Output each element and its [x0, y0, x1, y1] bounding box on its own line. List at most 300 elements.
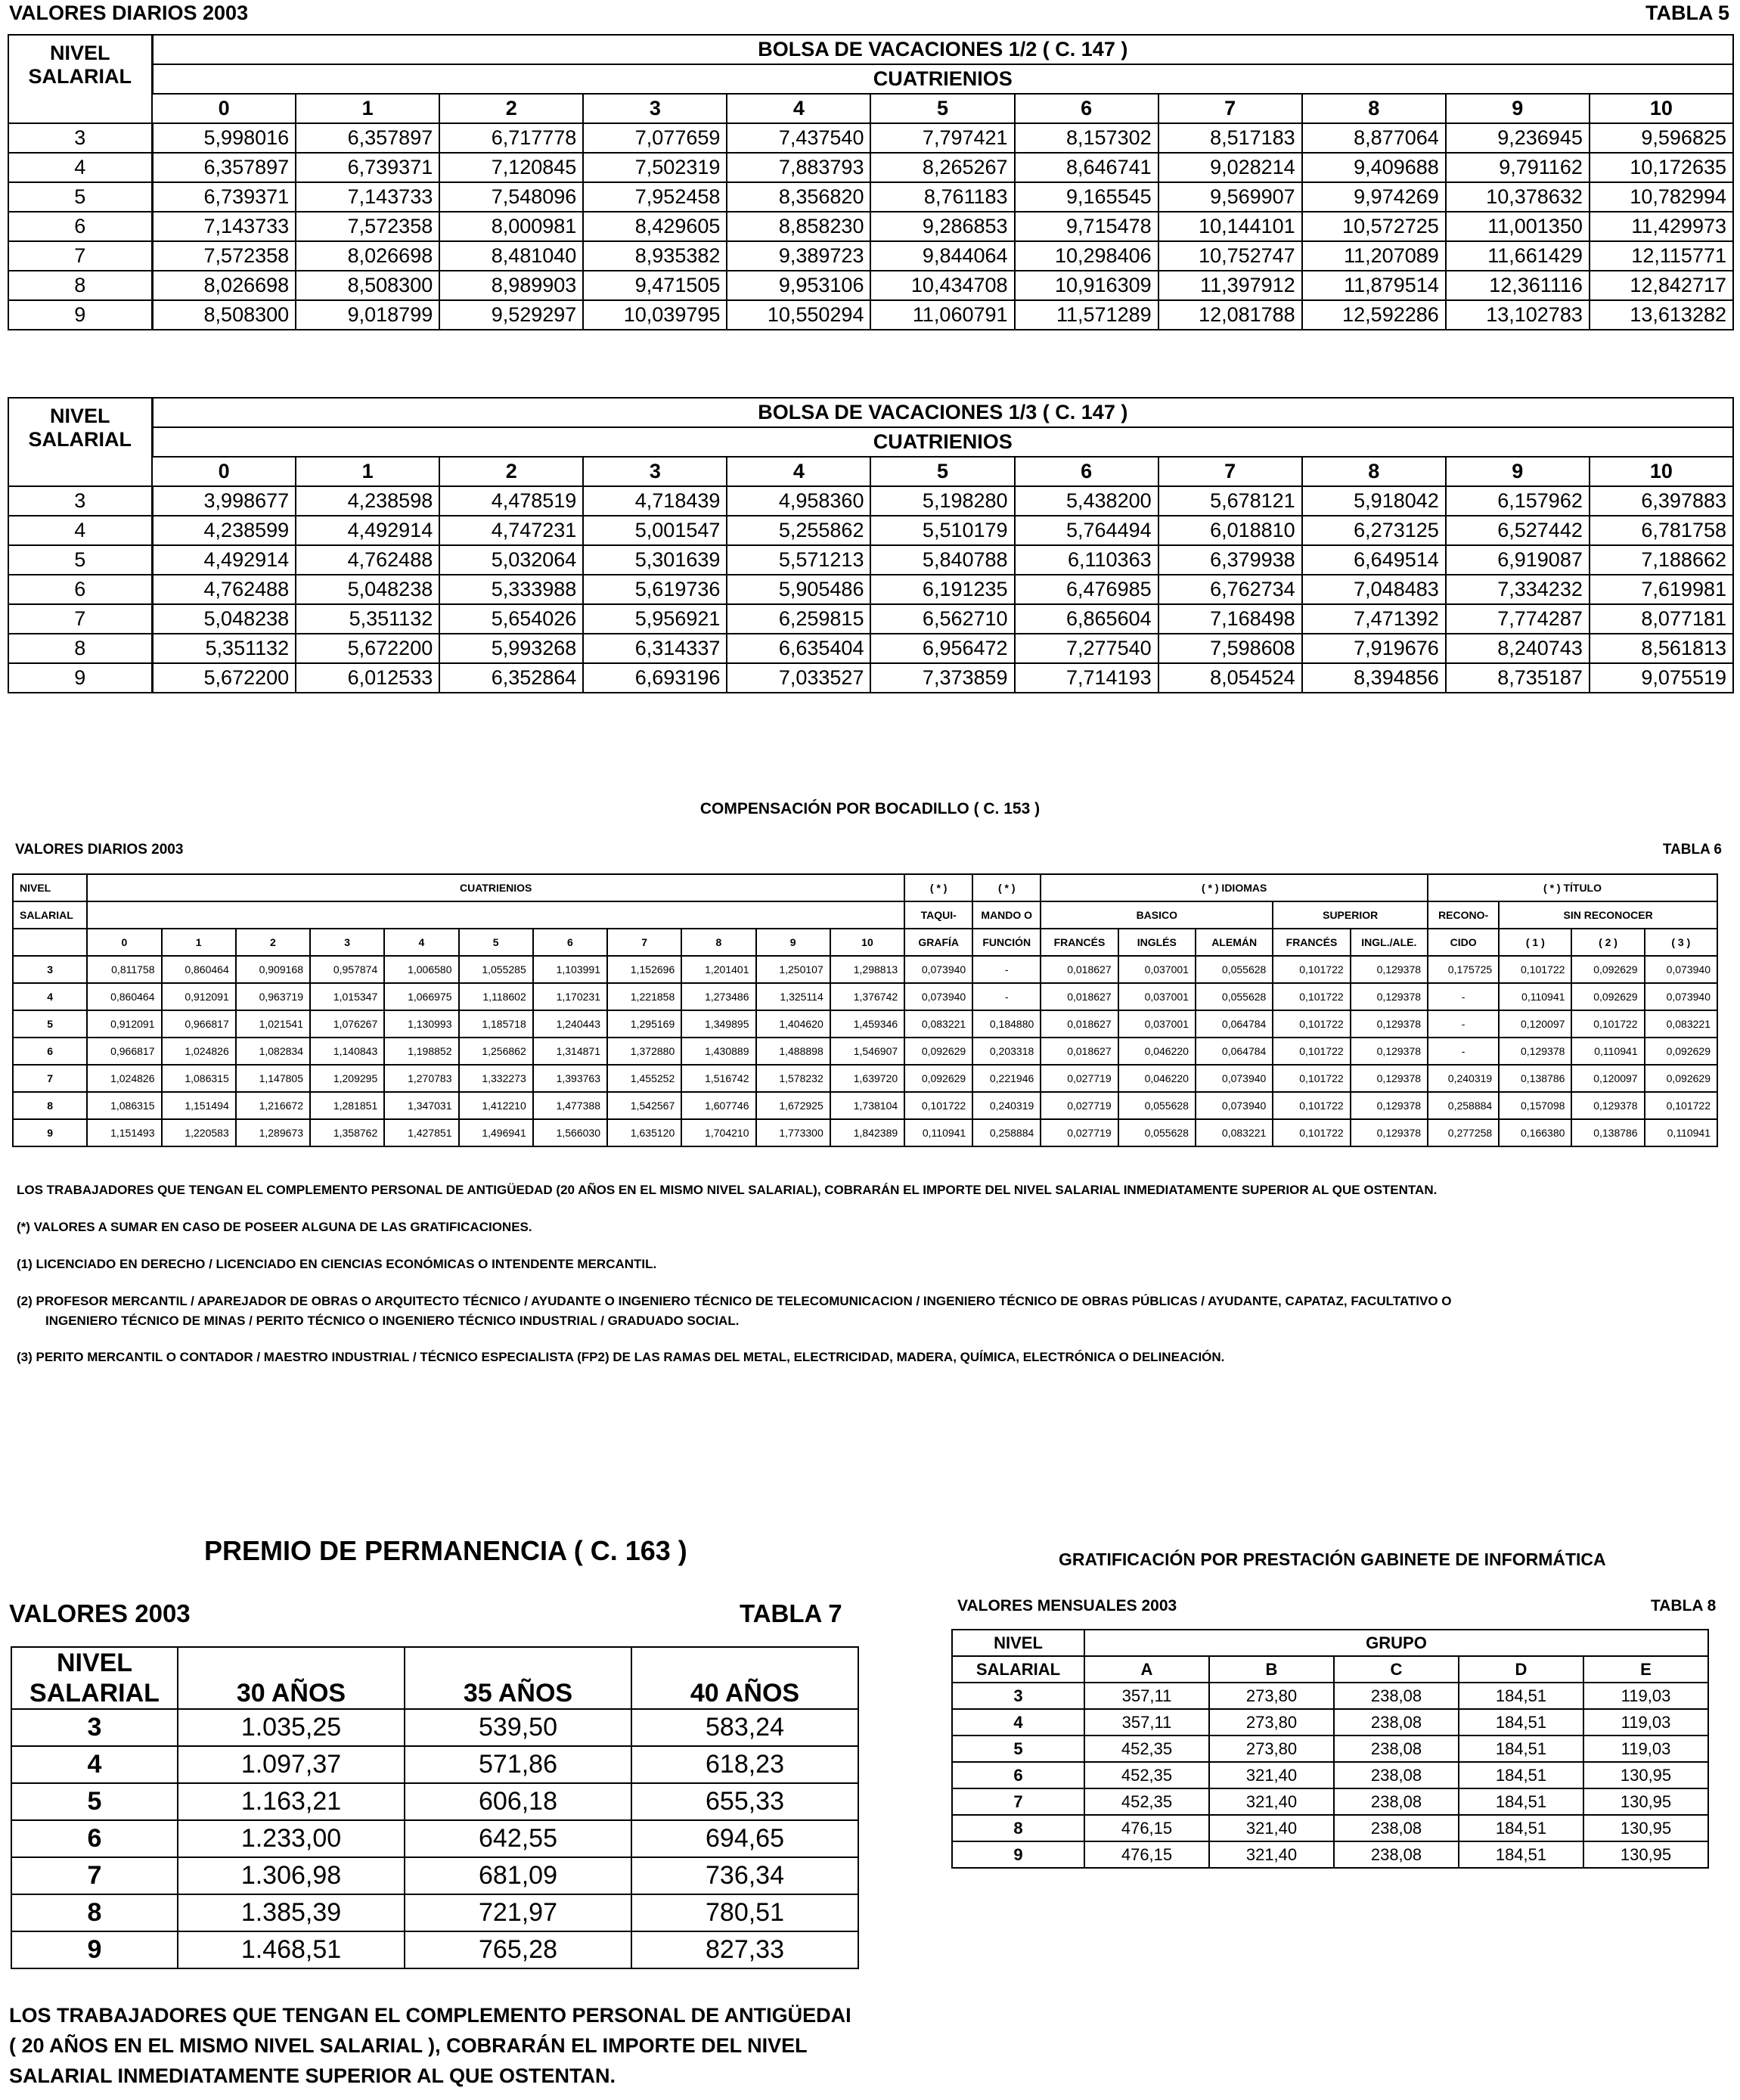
value-cell: 5,678121 [1158, 486, 1302, 516]
value-cell: 5,510179 [870, 516, 1014, 545]
table7-right-label: TABLA 7 [740, 1599, 842, 1627]
nivel-cell: 9 [11, 1931, 178, 1968]
value-cell: 5,619736 [583, 575, 727, 604]
value-cell: 5,351132 [152, 634, 296, 663]
value-cell: 5,438200 [1015, 486, 1158, 516]
value-cell: 9,569907 [1158, 182, 1302, 212]
value-cell: 1,151493 [87, 1119, 161, 1146]
value-cell: 0,129378 [1351, 1065, 1428, 1092]
col-header: 9 [1446, 457, 1590, 486]
value-cell: 0,277258 [1428, 1119, 1499, 1146]
note-3: (3) PERITO MERCANTIL O CONTADOR / MAESTRO INDUSTRIAL / TÉCNICO ESPECIALISTA (FP2) DE LAS RAMAS DEL METAL, ELECTRICIDAD, MADERA, QUÍMICA, ELECTRÓNICA O DELINEACIÓN. [17, 1350, 1225, 1364]
column-header-row [8, 94, 1733, 123]
value-cell: 0,221946 [972, 1065, 1041, 1092]
table-row [8, 300, 1733, 330]
nivel-cell: 5 [952, 1736, 1084, 1762]
value-cell: 1.097,37 [178, 1746, 405, 1783]
value-cell: 1,546907 [830, 1038, 904, 1065]
value-cell: 10,039795 [583, 300, 727, 330]
value-cell: 7,168498 [1158, 604, 1302, 634]
value-cell: 6,379938 [1158, 545, 1302, 575]
value-cell: 0,110941 [1571, 1038, 1644, 1065]
value-cell: 9,471505 [583, 271, 727, 300]
value-cell: 10,434708 [870, 271, 1014, 300]
col-header: ( 2 ) [1571, 929, 1644, 956]
nivel-cell: 3 [8, 486, 152, 516]
col-header: 8 [1302, 457, 1446, 486]
value-cell: 0,138786 [1571, 1119, 1644, 1146]
value-cell: 7,572358 [152, 241, 296, 271]
value-cell: 12,361116 [1446, 271, 1590, 300]
value-cell: 8,935382 [583, 241, 727, 271]
table-vacaciones-half [8, 34, 1734, 330]
value-cell: 1,404620 [756, 1010, 830, 1038]
value-cell: 1,566030 [533, 1119, 607, 1146]
note-2-cont: INGENIERO TÉCNICO DE MINAS / PERITO TÉCNICO O INGENIERO TÉCNICO INDUSTRIAL / GRADUADO SOCIAL. [45, 1314, 740, 1328]
value-cell: 6,314337 [583, 634, 727, 663]
value-cell: 583,24 [631, 1709, 858, 1746]
value-cell: 0,129378 [1351, 1119, 1428, 1146]
col-header: 1 [296, 94, 439, 123]
table7-left-label: VALORES 2003 [9, 1599, 191, 1627]
value-cell: 0,101722 [1571, 1010, 1644, 1038]
value-cell: 13,102783 [1446, 300, 1590, 330]
table-bocadillo [12, 873, 1718, 1147]
value-cell: 238,08 [1334, 1815, 1459, 1841]
table-row [952, 1815, 1708, 1841]
value-cell: 8,508300 [152, 300, 296, 330]
value-cell: 10,172635 [1590, 153, 1733, 182]
nivel-cell: 3 [11, 1709, 178, 1746]
col-header: E [1583, 1656, 1708, 1683]
col-header: FUNCIÓN [972, 929, 1041, 956]
col-header: ( 1 ) [1499, 929, 1571, 956]
value-cell: 7,619981 [1590, 575, 1733, 604]
value-cell: 119,03 [1583, 1709, 1708, 1736]
value-cell: 238,08 [1334, 1762, 1459, 1788]
value-cell: 7,714193 [1015, 663, 1158, 693]
value-cell: 238,08 [1334, 1736, 1459, 1762]
value-cell: 1,055285 [459, 956, 533, 983]
value-cell: 12,592286 [1302, 300, 1446, 330]
col-header: INGLÉS [1118, 929, 1196, 956]
note-star: (*) VALORES A SUMAR EN CASO DE POSEER ALGUNA DE LAS GRATIFICACIONES. [17, 1220, 532, 1234]
value-cell: - [972, 956, 1041, 983]
value-cell: 130,95 [1583, 1788, 1708, 1815]
value-cell: 827,33 [631, 1931, 858, 1968]
value-cell: 5,998016 [152, 123, 296, 153]
value-cell: 1,607746 [681, 1092, 755, 1119]
value-cell: 9,596825 [1590, 123, 1733, 153]
value-cell: 0,129378 [1351, 956, 1428, 983]
table-row [11, 1746, 858, 1783]
h-cuatrienios: CUATRIENIOS [87, 874, 904, 901]
value-cell: 1,201401 [681, 956, 755, 983]
value-cell: 8,157302 [1015, 123, 1158, 153]
value-cell: 8,646741 [1015, 153, 1158, 182]
col-header: 8 [681, 929, 755, 956]
value-cell: 9,075519 [1590, 663, 1733, 693]
value-cell: 5,048238 [296, 575, 439, 604]
value-cell: 6,562710 [870, 604, 1014, 634]
col-header: 4 [384, 929, 458, 956]
table-row [13, 1065, 1717, 1092]
value-cell: 452,35 [1084, 1762, 1209, 1788]
value-cell: 357,11 [1084, 1709, 1209, 1736]
col-header: 9 [1446, 94, 1590, 123]
table-vacaciones-third [8, 397, 1734, 693]
value-cell: 9,791162 [1446, 153, 1590, 182]
value-cell: 0,083221 [1645, 1010, 1717, 1038]
value-cell: 1,024826 [87, 1065, 161, 1092]
col-header: 2 [439, 457, 583, 486]
value-cell: 9,018799 [296, 300, 439, 330]
value-cell: 0,046220 [1118, 1065, 1196, 1092]
nivel-cell: 4 [8, 516, 152, 545]
value-cell: 11,397912 [1158, 271, 1302, 300]
value-cell: 0,203318 [972, 1038, 1041, 1065]
value-cell: 0,129378 [1571, 1092, 1644, 1119]
table7-footer [9, 2000, 851, 2091]
value-cell: 5,333988 [439, 575, 583, 604]
table-row [8, 486, 1733, 516]
value-cell: 8,761183 [870, 182, 1014, 212]
value-cell: 1,430889 [681, 1038, 755, 1065]
value-cell: 0,092629 [904, 1065, 972, 1092]
nivel-header: NIVEL SALARIAL [8, 35, 152, 94]
table-gabinete-informatica [951, 1629, 1709, 1869]
value-cell: 681,09 [405, 1857, 631, 1894]
value-cell: 0,092629 [1571, 956, 1644, 983]
table-row [11, 1820, 858, 1857]
value-cell: 1,198852 [384, 1038, 458, 1065]
nivel-cell: 7 [8, 604, 152, 634]
value-cell: 1,349895 [681, 1010, 755, 1038]
value-cell: 184,51 [1459, 1762, 1583, 1788]
value-cell: 5,654026 [439, 604, 583, 634]
value-cell: 8,000981 [439, 212, 583, 241]
value-cell: 0,860464 [162, 956, 236, 983]
table6-right-label: TABLA 6 [1662, 842, 1722, 858]
value-cell: 8,026698 [296, 241, 439, 271]
value-cell: 1,240443 [533, 1010, 607, 1038]
value-cell: 6,649514 [1302, 545, 1446, 575]
value-cell: 8,026698 [152, 271, 296, 300]
value-cell: 0,138786 [1499, 1065, 1571, 1092]
value-cell: 7,952458 [583, 182, 727, 212]
table-row [952, 1683, 1708, 1709]
value-cell: 6,739371 [152, 182, 296, 212]
value-cell: 7,598608 [1158, 634, 1302, 663]
value-cell: 452,35 [1084, 1788, 1209, 1815]
value-cell: 1,488898 [756, 1038, 830, 1065]
table-row [8, 153, 1733, 182]
nivel-cell: 4 [11, 1746, 178, 1783]
value-cell: 184,51 [1459, 1788, 1583, 1815]
nivel-header: NIVEL SALARIAL [8, 398, 152, 457]
value-cell: 571,86 [405, 1746, 631, 1783]
value-cell: 0,963719 [236, 983, 310, 1010]
value-cell: 0,912091 [162, 983, 236, 1010]
col-header: FRANCÉS [1041, 929, 1118, 956]
value-cell: 8,394856 [1302, 663, 1446, 693]
col-header: 1 [296, 457, 439, 486]
value-cell: 8,989903 [439, 271, 583, 300]
value-cell: 0,120097 [1571, 1065, 1644, 1092]
table-row [11, 1931, 858, 1968]
table8-title: GRATIFICACIÓN POR PRESTACIÓN GABINETE DE INFORMÁTICA [1059, 1549, 1606, 1569]
table-row [8, 663, 1733, 693]
nivel-cell: 8 [952, 1815, 1084, 1841]
value-cell: 642,55 [405, 1820, 631, 1857]
nivel-cell: 3 [13, 956, 87, 983]
value-cell: 1,455252 [607, 1065, 681, 1092]
nivel-cell: 5 [11, 1783, 178, 1820]
value-cell: 0,129378 [1499, 1038, 1571, 1065]
table-premio-permanencia [11, 1646, 859, 1969]
value-cell: 9,165545 [1015, 182, 1158, 212]
value-cell: 1,639720 [830, 1065, 904, 1092]
col-header: 6 [1015, 94, 1158, 123]
h-mando: MANDO O [972, 901, 1041, 929]
value-cell: 5,956921 [583, 604, 727, 634]
h-superior: SUPERIOR [1273, 901, 1428, 929]
table-row [13, 1038, 1717, 1065]
value-cell: 0,083221 [904, 1010, 972, 1038]
value-cell: 0,073940 [904, 956, 972, 983]
value-cell: 655,33 [631, 1783, 858, 1820]
value-cell: 5,905486 [727, 575, 870, 604]
col-header: FRANCÉS [1273, 929, 1350, 956]
value-cell: 10,550294 [727, 300, 870, 330]
col-header: 6 [1015, 457, 1158, 486]
col-header: 2 [439, 94, 583, 123]
value-cell: 5,001547 [583, 516, 727, 545]
value-cell: 9,715478 [1015, 212, 1158, 241]
nivel-cell: 3 [952, 1683, 1084, 1709]
value-cell: 5,672200 [152, 663, 296, 693]
value-cell: 0,101722 [904, 1092, 972, 1119]
col-header: 7 [607, 929, 681, 956]
value-cell: 4,492914 [152, 545, 296, 575]
value-cell: 6,476985 [1015, 575, 1158, 604]
value-cell: 1,298813 [830, 956, 904, 983]
value-cell: 0,966817 [87, 1038, 161, 1065]
col-header: B [1209, 1656, 1334, 1683]
value-cell: 7,143733 [152, 212, 296, 241]
value-cell: 1,372880 [607, 1038, 681, 1065]
value-cell: 1,842389 [830, 1119, 904, 1146]
value-cell: 1,220583 [162, 1119, 236, 1146]
table7-title: PREMIO DE PERMANENCIA ( C. 163 ) [204, 1535, 687, 1566]
col-header: 3 [583, 94, 727, 123]
table-row [8, 545, 1733, 575]
value-cell: 12,115771 [1590, 241, 1733, 271]
value-cell: 8,265267 [870, 153, 1014, 182]
value-cell: 1,082834 [236, 1038, 310, 1065]
table-row [13, 1010, 1717, 1038]
nivel-cell: 8 [13, 1092, 87, 1119]
col-30: 30 AÑOS [178, 1647, 405, 1709]
value-cell: - [1428, 983, 1499, 1010]
value-cell: 8,877064 [1302, 123, 1446, 153]
table-row [13, 956, 1717, 983]
value-cell: 6,273125 [1302, 516, 1446, 545]
h-recono: RECONO- [1428, 901, 1499, 929]
value-cell: 6,762734 [1158, 575, 1302, 604]
value-cell: 9,529297 [439, 300, 583, 330]
col-40: 40 AÑOS [631, 1647, 858, 1709]
value-cell: 8,356820 [727, 182, 870, 212]
value-cell: 1,221858 [607, 983, 681, 1010]
col-header: 1 [162, 929, 236, 956]
col-header: 4 [727, 94, 870, 123]
nivel-cell: 5 [8, 182, 152, 212]
value-cell: 273,80 [1209, 1683, 1334, 1709]
value-cell: 1,147805 [236, 1065, 310, 1092]
value-cell: 0,018627 [1041, 1010, 1118, 1038]
value-cell: 1.306,98 [178, 1857, 405, 1894]
value-cell: 7,883793 [727, 153, 870, 182]
value-cell: 1,295169 [607, 1010, 681, 1038]
value-cell: 0,912091 [87, 1010, 161, 1038]
value-cell: 10,298406 [1015, 241, 1158, 271]
page-header-left: VALORES DIARIOS 2003 [9, 2, 249, 24]
value-cell: 9,236945 [1446, 123, 1590, 153]
value-cell: 1,542567 [607, 1092, 681, 1119]
table-row [8, 241, 1733, 271]
footer-line: SALARIAL INMEDIATAMENTE SUPERIOR AL QUE OSTENTAN. [9, 2064, 616, 2087]
value-cell: 1,332273 [459, 1065, 533, 1092]
value-cell: 238,08 [1334, 1841, 1459, 1868]
value-cell: 321,40 [1209, 1762, 1334, 1788]
value-cell: 1,103991 [533, 956, 607, 983]
col-35: 35 AÑOS [405, 1647, 631, 1709]
column-header-row [8, 457, 1733, 486]
value-cell: 11,879514 [1302, 271, 1446, 300]
value-cell: 1.233,00 [178, 1820, 405, 1857]
value-cell: 8,508300 [296, 271, 439, 300]
table-row [952, 1709, 1708, 1736]
value-cell: 0,064784 [1196, 1010, 1273, 1038]
value-cell: 736,34 [631, 1857, 858, 1894]
table-row [8, 212, 1733, 241]
value-cell: 1,086315 [162, 1065, 236, 1092]
value-cell: 0,166380 [1499, 1119, 1571, 1146]
value-cell: 8,077181 [1590, 604, 1733, 634]
value-cell: 6,919087 [1446, 545, 1590, 575]
footer-line: ( 20 AÑOS EN EL MISMO NIVEL SALARIAL ), COBRARÁN EL IMPORTE DEL NIVEL [9, 2034, 808, 2057]
nivel-cell: 4 [952, 1709, 1084, 1736]
h-salarial: SALARIAL [13, 901, 87, 929]
value-cell: 6,110363 [1015, 545, 1158, 575]
value-cell: 9,844064 [870, 241, 1014, 271]
value-cell: 6,357897 [296, 123, 439, 153]
value-cell: 9,409688 [1302, 153, 1446, 182]
value-cell: 184,51 [1459, 1841, 1583, 1868]
value-cell: 12,081788 [1158, 300, 1302, 330]
value-cell: 0,073940 [1196, 1065, 1273, 1092]
value-cell: 4,718439 [583, 486, 727, 516]
value-cell: 6,352864 [439, 663, 583, 693]
col-header: 0 [152, 457, 296, 486]
value-cell: 0,092629 [904, 1038, 972, 1065]
value-cell: 7,919676 [1302, 634, 1446, 663]
value-cell: 1.468,51 [178, 1931, 405, 1968]
value-cell: 1,516742 [681, 1065, 755, 1092]
value-cell: 0,055628 [1196, 983, 1273, 1010]
nivel-cell: 6 [8, 575, 152, 604]
value-cell: 1,672925 [756, 1092, 830, 1119]
value-cell: 765,28 [405, 1931, 631, 1968]
value-cell: 7,048483 [1302, 575, 1446, 604]
value-cell: 4,747231 [439, 516, 583, 545]
value-cell: 11,661429 [1446, 241, 1590, 271]
value-cell: 1.385,39 [178, 1894, 405, 1931]
col-header: 9 [756, 929, 830, 956]
nivel-cell: 4 [8, 153, 152, 182]
value-cell: 5,840788 [870, 545, 1014, 575]
table-title: BOLSA DE VACACIONES 1/3 ( C. 147 ) [152, 398, 1733, 427]
column-header-row [952, 1656, 1708, 1683]
value-cell: 1,250107 [756, 956, 830, 983]
value-cell: 119,03 [1583, 1736, 1708, 1762]
nivel-header: NIVEL SALARIAL [11, 1647, 178, 1709]
value-cell: 0,037001 [1118, 956, 1196, 983]
value-cell: 7,797421 [870, 123, 1014, 153]
value-cell: 1,704210 [681, 1119, 755, 1146]
table-row [11, 1783, 858, 1820]
value-cell: 8,481040 [439, 241, 583, 271]
value-cell: 0,101722 [1273, 1010, 1350, 1038]
value-cell: 1,376742 [830, 983, 904, 1010]
value-cell: 0,811758 [87, 956, 161, 983]
value-cell: - [972, 983, 1041, 1010]
h-titulo: ( * ) TÍTULO [1428, 874, 1717, 901]
value-cell: 10,752747 [1158, 241, 1302, 271]
col-header: A [1084, 1656, 1209, 1683]
table8-left-label: VALORES MENSUALES 2003 [957, 1597, 1177, 1615]
value-cell: 5,255862 [727, 516, 870, 545]
value-cell: 1,459346 [830, 1010, 904, 1038]
value-cell: 0,055628 [1118, 1092, 1196, 1119]
col-header: 8 [1302, 94, 1446, 123]
table-row [8, 182, 1733, 212]
col-header: 2 [236, 929, 310, 956]
value-cell: 0,240319 [1428, 1065, 1499, 1092]
col-header: 5 [870, 457, 1014, 486]
value-cell: 1,273486 [681, 983, 755, 1010]
value-cell: 1,170231 [533, 983, 607, 1010]
col-header: 10 [830, 929, 904, 956]
value-cell: 0,101722 [1273, 956, 1350, 983]
nivel-cell: 9 [952, 1841, 1084, 1868]
value-cell: 238,08 [1334, 1788, 1459, 1815]
col-header: 10 [1590, 457, 1733, 486]
value-cell: 6,635404 [727, 634, 870, 663]
value-cell: 0,110941 [1645, 1119, 1717, 1146]
col-header: 0 [87, 929, 161, 956]
value-cell: 0,240319 [972, 1092, 1041, 1119]
value-cell: 0,129378 [1351, 1092, 1428, 1119]
value-cell: 5,351132 [296, 604, 439, 634]
value-cell: 1,216672 [236, 1092, 310, 1119]
note-antiguedad: LOS TRABAJADORES QUE TENGAN EL COMPLEMENTO PERSONAL DE ANTIGÜEDAD (20 AÑOS EN EL MISMO NIVEL SALARIAL), COBRARÁN EL IMPORTE DEL NIVEL SALARIAL INMEDIATAMENTE SUPERIOR AL QUE OSTENTAN. [17, 1183, 1438, 1197]
table-row [11, 1857, 858, 1894]
col-header: C [1334, 1656, 1459, 1683]
value-cell: 1,118602 [459, 983, 533, 1010]
value-cell: 8,735187 [1446, 663, 1590, 693]
